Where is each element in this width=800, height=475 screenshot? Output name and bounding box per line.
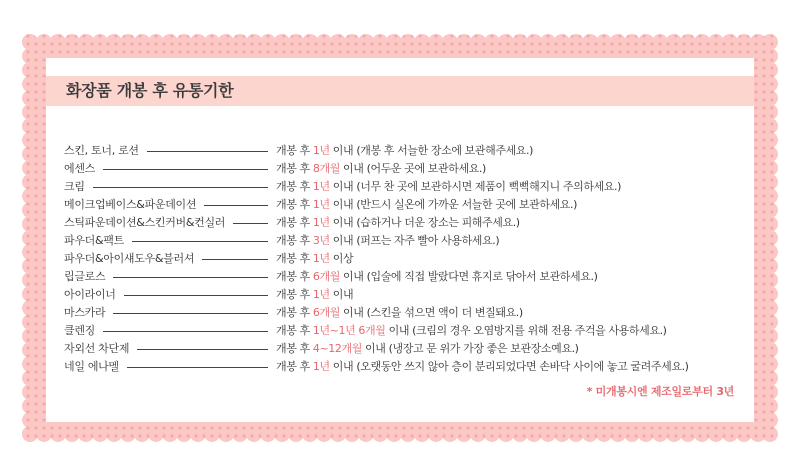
item-description — [276, 142, 533, 160]
desc-note: 이내 (너무 찬 곳에 보관하시면 제품이 뻑뻑해지니 주의하세요.) — [329, 180, 622, 193]
item-label: 립글로스 — [64, 270, 106, 283]
leader-line — [137, 349, 268, 350]
item-description — [276, 322, 667, 340]
item-description — [276, 196, 577, 214]
desc-prefix: 개봉 후 — [276, 342, 313, 355]
leader-line — [124, 295, 268, 296]
desc-prefix: 개봉 후 — [276, 162, 313, 175]
desc-prefix: 개봉 후 — [276, 270, 313, 283]
list-item — [64, 232, 754, 250]
list-item — [64, 178, 754, 196]
list-item — [64, 286, 754, 304]
item-description — [276, 286, 353, 304]
shelf-life-period: 1년 — [312, 216, 330, 229]
item-label: 마스카라 — [64, 306, 106, 319]
item-description — [276, 340, 579, 358]
leader-line — [103, 331, 268, 332]
desc-note: 이내 (오랫동안 쓰지 않아 층이 분리되었다면 손바닥 사이에 놓고 굴려주세요.) — [329, 360, 689, 373]
desc-prefix: 개봉 후 — [276, 360, 313, 373]
list-item — [64, 358, 754, 376]
desc-prefix: 개봉 후 — [276, 144, 313, 157]
leader-line — [233, 223, 268, 224]
shelf-life-list — [64, 142, 754, 376]
item-description — [276, 232, 499, 250]
desc-note: 이내 (퍼프는 자주 빨아 사용하세요.) — [329, 234, 500, 247]
list-item — [64, 214, 754, 232]
list-item — [64, 322, 754, 340]
shelf-life-period: 1년 — [312, 252, 330, 265]
item-label: 네일 에나멜 — [64, 360, 119, 373]
desc-note: 이내 (스킨을 섞으면 액이 더 변질돼요.) — [339, 306, 523, 319]
item-label: 스틱파운데이션&스킨커버&컨실러 — [64, 216, 226, 229]
item-label: 파우더&팩트 — [64, 234, 124, 247]
desc-note: 이내 (반드시 실온에 가까운 서늘한 곳에 보관하세요.) — [329, 198, 578, 211]
leader-line — [113, 277, 268, 278]
item-label: 클렌징 — [64, 324, 95, 337]
list-item — [64, 340, 754, 358]
leader-line — [147, 151, 268, 152]
desc-note: 이내 — [329, 288, 354, 301]
leader-line — [93, 187, 268, 188]
list-item — [64, 250, 754, 268]
item-label: 자외선 차단제 — [64, 342, 130, 355]
list-item — [64, 142, 754, 160]
shelf-life-period: 1년 — [312, 180, 330, 193]
shelf-life-period: 6개월 — [312, 270, 340, 283]
item-label: 메이크업베이스&파운데이션 — [64, 198, 197, 211]
shelf-life-period: 1년 — [312, 360, 330, 373]
footnote: * 미개봉시엔 제조일로부터 3년 — [586, 385, 734, 398]
desc-note: 이내 (크림의 경우 오염방지를 위해 전용 주걱을 사용하세요.) — [385, 324, 667, 337]
desc-note: 이내 (습하거나 더운 장소는 피해주세요.) — [329, 216, 520, 229]
shelf-life-period: 4~12개월 — [312, 342, 362, 355]
page-title: 화장품 개봉 후 유통기한 — [66, 81, 234, 100]
item-label: 에센스 — [64, 162, 95, 175]
desc-note: 이내 (개봉 후 서늘한 장소에 보관해주세요.) — [329, 144, 534, 157]
desc-prefix: 개봉 후 — [276, 288, 313, 301]
item-label: 아이라이너 — [64, 288, 116, 301]
item-description — [276, 178, 621, 196]
desc-note: 이내 (입술에 직접 발랐다면 휴지로 닦아서 보관하세요.) — [339, 270, 598, 283]
shelf-life-period: 1년~1년 6개월 — [312, 324, 386, 337]
desc-prefix: 개봉 후 — [276, 180, 313, 193]
item-label: 스킨, 토너, 로션 — [64, 144, 139, 157]
list-item — [64, 196, 754, 214]
list-item — [64, 160, 754, 178]
leader-line — [202, 259, 268, 260]
item-description — [276, 304, 523, 322]
list-item — [64, 304, 754, 322]
desc-note: 이내 (냉장고 문 위가 가장 좋은 보관장소예요.) — [361, 342, 579, 355]
shelf-life-period: 1년 — [312, 288, 330, 301]
desc-note: 이상 — [329, 252, 354, 265]
desc-prefix: 개봉 후 — [276, 252, 313, 265]
shelf-life-period: 6개월 — [312, 306, 340, 319]
desc-note: 이내 (어두운 곳에 보관하세요.) — [339, 162, 486, 175]
leader-line — [103, 169, 268, 170]
desc-prefix: 개봉 후 — [276, 198, 313, 211]
item-label: 파우더&아이섀도우&블러셔 — [64, 252, 195, 265]
shelf-life-period: 1년 — [312, 198, 330, 211]
desc-prefix: 개봉 후 — [276, 234, 313, 247]
item-description — [276, 358, 689, 376]
leader-line — [113, 313, 268, 314]
leader-line — [204, 205, 268, 206]
desc-prefix: 개봉 후 — [276, 324, 313, 337]
desc-prefix: 개봉 후 — [276, 306, 313, 319]
content-card — [46, 58, 754, 422]
shelf-life-period: 1년 — [312, 144, 330, 157]
list-item — [64, 268, 754, 286]
item-description — [276, 268, 597, 286]
item-description — [276, 214, 520, 232]
item-label: 크림 — [64, 180, 85, 193]
title-bar — [46, 76, 754, 106]
leader-line — [127, 367, 268, 368]
item-description — [276, 250, 353, 268]
desc-prefix: 개봉 후 — [276, 216, 313, 229]
shelf-life-period: 8개월 — [312, 162, 340, 175]
shelf-life-period: 3년 — [312, 234, 330, 247]
leader-line — [132, 241, 268, 242]
item-description — [276, 160, 486, 178]
